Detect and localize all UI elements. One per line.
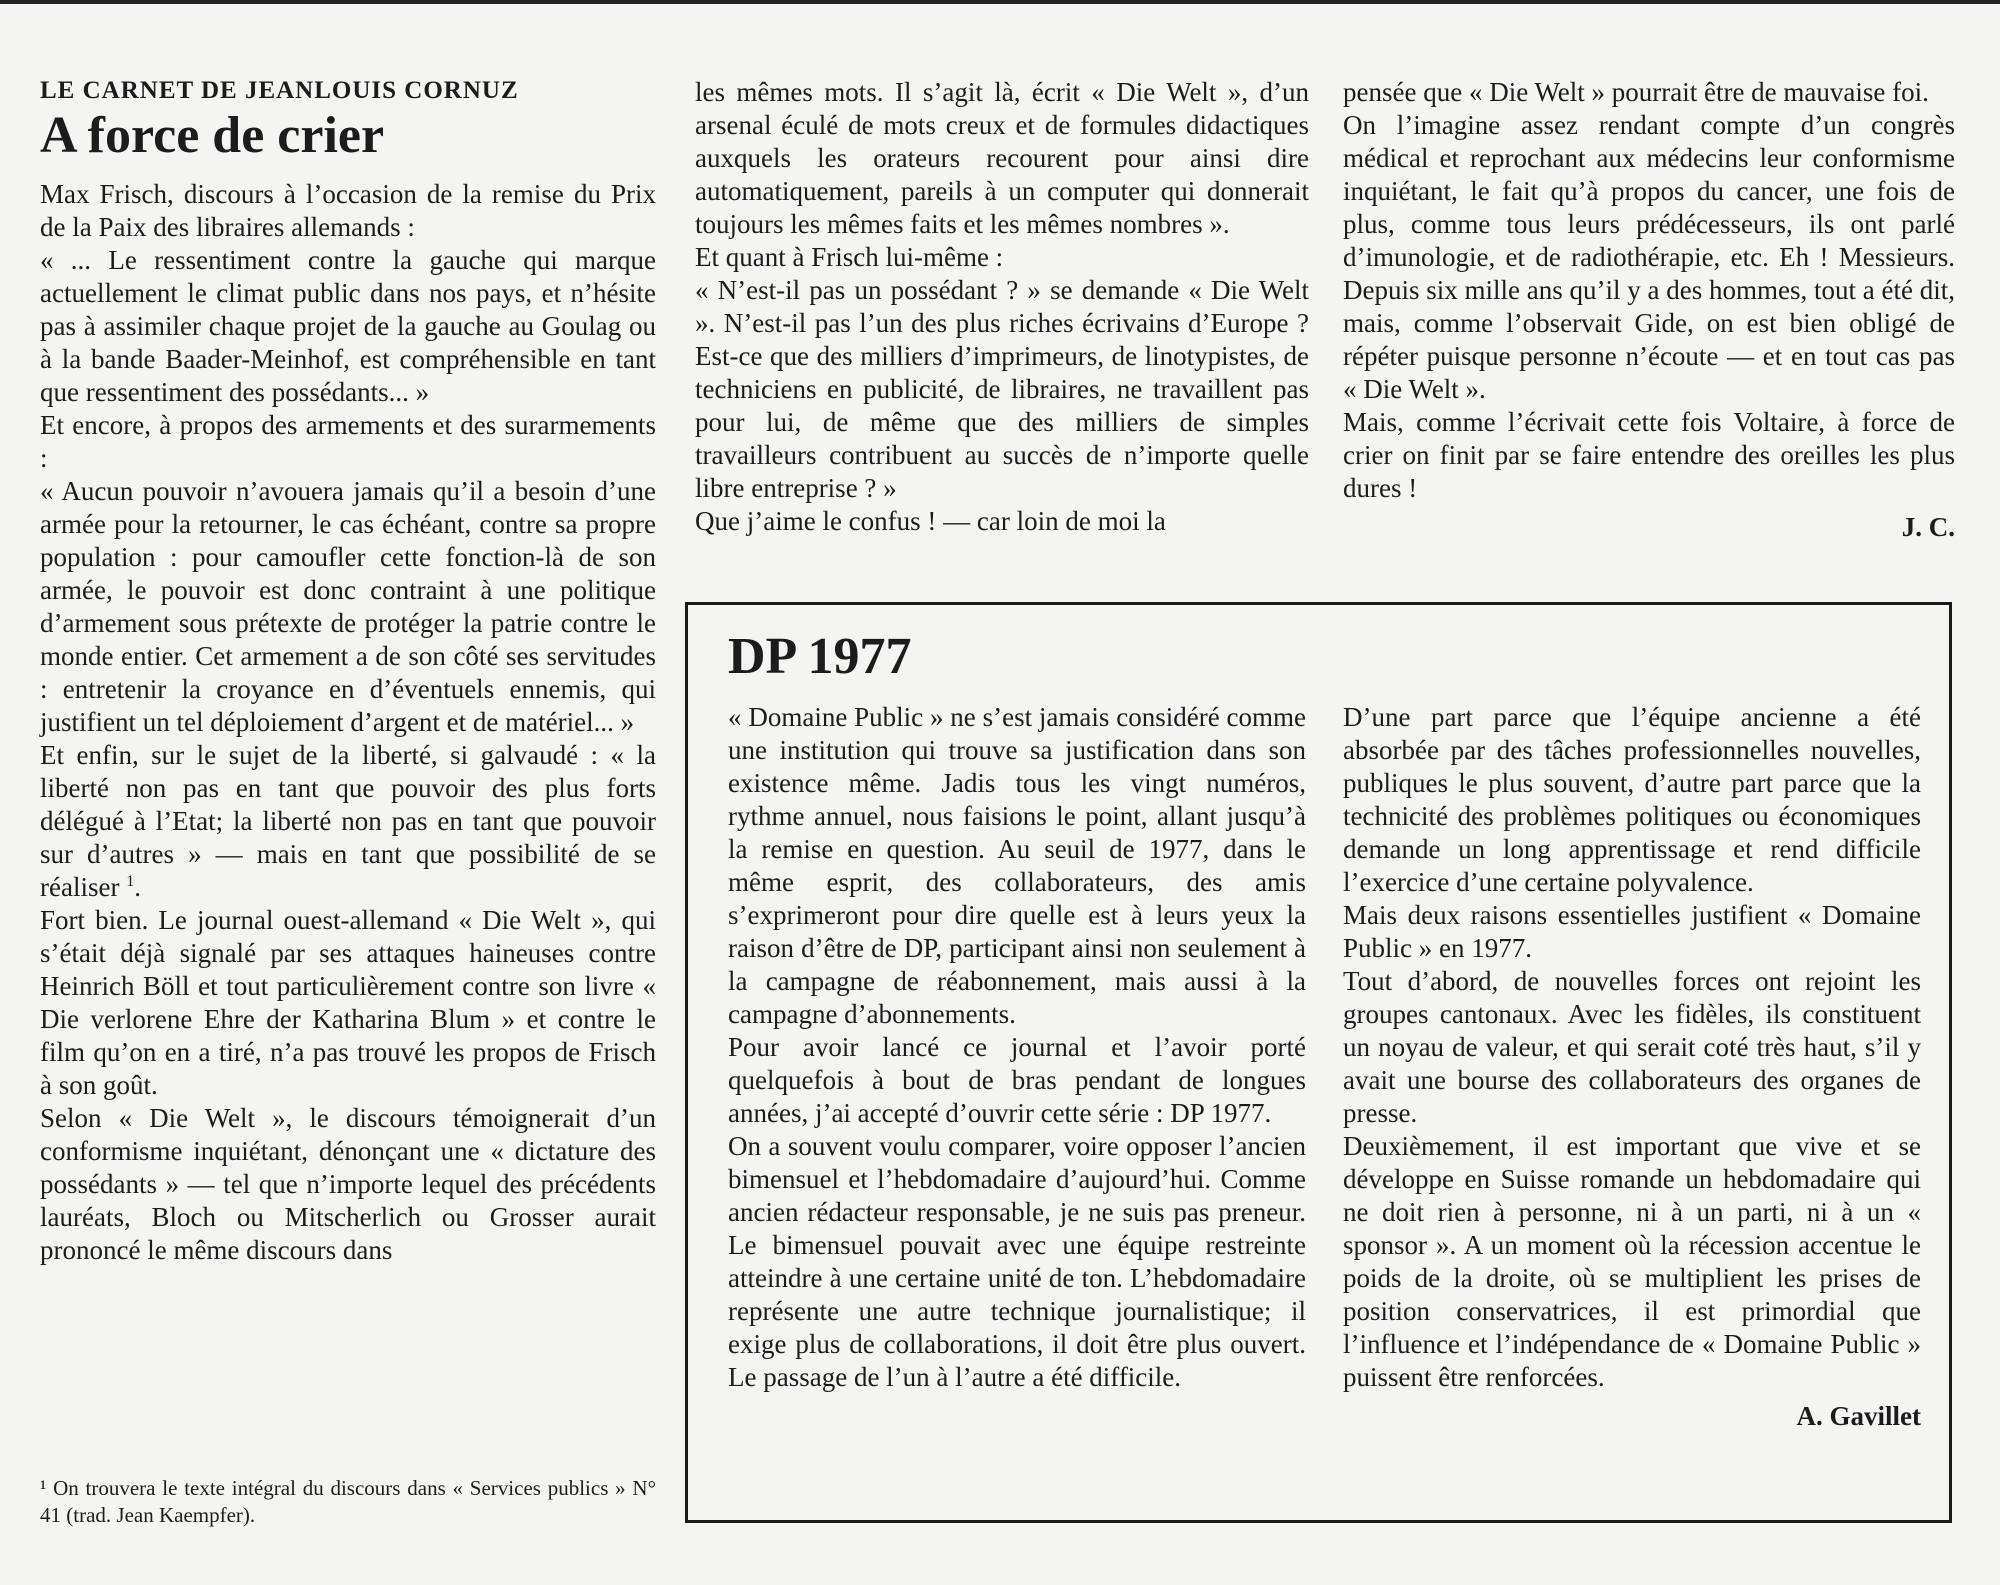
paragraph: « N’est-il pas un possédant ? » se demande « Die Welt ». N’est-il pas l’un des plus riches écrivains d’Europe ? Est-ce que des milliers d’imprimeurs, de linotypistes, de techniciens en publicité, de libraires, ne travaillent pas pour lui, de même que des milliers de simples travailleurs contribuent au succès de n’importe quelle libre entreprise ? » xyxy=(695,275,1309,503)
paragraph: Selon « Die Welt », le discours témoignerait d’un conformisme inquiétant, dénonçant une « dictature des possédants » — tel que n’importe lequel des précédents lauréats, Bloch ou Mitscherlich ou Grosser aurait prononcé le même discours dans xyxy=(40,1103,656,1265)
article1-column-3 xyxy=(1343,76,1955,544)
paragraph: On l’imagine assez rendant compte d’un congrès médical et reprochant aux médecins leur conformisme inquiétant, le fait qu’à propos du cancer, une fois de plus, comme tous leurs prédécesseurs, ils ont parlé d’imunologie, et de radiothérapie, etc. Eh ! Messieurs. Depuis six mille ans qu’il y a des hommes, tout a été dit, mais, comme l’observait Gide, on est bien obligé de répéter puisque personne n’écoute — et en tout cas pas « Die Welt ». xyxy=(1343,110,1955,404)
article1-column-1 xyxy=(40,76,656,1267)
paragraph: Mais, comme l’écrivait cette fois Voltaire, à force de crier on finit par se faire entendre des oreilles les plus dures ! xyxy=(1343,407,1955,503)
paragraph-with-footnote: Et enfin, sur le sujet de la liberté, si galvaudé : « la liberté non pas en tant que pouvoir des plus forts délégué à l’Etat; la liberté non pas en tant que pouvoir sur d’autres » — mais en tant que possibilité de se réaliser $^1$. xyxy=(40,740,656,902)
paragraph: Pour avoir lancé ce journal et l’avoir porté quelquefois à bout de bras pendant de longues années, j’ai accepté d’ouvrir cette série : DP 1977. xyxy=(728,1032,1306,1128)
paragraph: les mêmes mots. Il s’agit là, écrit « Die Welt », d’un arsenal éculé de mots creux et de formules didactiques auxquels les orateurs recourent pour ainsi dire automatiquement, pareils à un computer qui donnerait toujours les mêmes faits et les mêmes nombres ». xyxy=(695,77,1309,239)
paragraph: Que j’aime le confus ! — car loin de moi la xyxy=(695,506,1166,536)
box-column-1 xyxy=(728,701,1306,1394)
paragraph: Mais deux raisons essentielles justifient « Domaine Public » en 1977. xyxy=(1343,900,1921,963)
paragraph: Fort bien. Le journal ouest-allemand « Die Welt », qui s’était déjà signalé par ses attaques haineuses contre Heinrich Böll et tout particulièrement contre son livre « Die verlorene Ehre der Katharina Blum » et contre le film qu’on en a tiré, n’a pas trouvé les propos de Frisch à son goût. xyxy=(40,905,656,1100)
paragraph: Tout d’abord, de nouvelles forces ont rejoint les groupes cantonaux. Avec les fidèles, ils constituent un noyau de valeur, et qui serait coté très haut, s’il y avait une bourse des collaborateurs des organes de presse. xyxy=(1343,966,1921,1128)
author-signature: A. Gavillet xyxy=(1796,1401,1921,1431)
paragraph-text: Et enfin, sur le sujet de la liberté, si galvaudé : « la liberté non pas en tant que pouvoir des plus forts délégué à l’Etat; la liberté non pas en tant que pouvoir sur d’autres » — mais en tant que possibilité de se réaliser xyxy=(40,740,656,902)
paragraph: Et encore, à propos des armements et des surarmements : xyxy=(40,410,656,473)
paragraph: On a souvent voulu comparer, voire opposer l’ancien bimensuel et l’hebdomadaire d’aujourd’hui. Comme ancien rédacteur responsable, je ne suis pas preneur. Le bimensuel pouvait avec une équipe restreinte atteindre à une certaine unité de ton. L’hebdomadaire représente une autre technique journalistique; il exige plus de collaborations, il doit être plus ouvert. Le passage de l’un à l’autre a été difficile. xyxy=(728,1131,1306,1392)
article1-column-2 xyxy=(695,76,1309,538)
box-title: DP 1977 xyxy=(728,628,912,685)
footnote-marker: 1 xyxy=(126,873,135,890)
paragraph: Et quant à Frisch lui-même : xyxy=(695,242,1004,272)
author-signature: J. C. xyxy=(1901,512,1955,542)
footnote xyxy=(40,1475,656,1529)
paragraph: « Aucun pouvoir n’avouera jamais qu’il a besoin d’une armée pour la retourner, le cas échéant, contre sa propre population : pour camoufler cette fonction-là de son armée, le pouvoir est donc contraint à une politique d’armement sous prétexte de protéger la patrie contre le monde entier. Cet armement a de son côté ses servitudes : entretenir la croyance en d’éventuels ennemis, qui justifient un tel déploiement d’argent et de matériel... » xyxy=(40,476,656,737)
footnote-text: ¹ On trouvera le texte intégral du discours dans « Services publics » N° 41 (trad. Jean Kaempfer). xyxy=(40,1476,656,1527)
article-title: A force de crier xyxy=(40,107,385,164)
paragraph: Max Frisch, discours à l’occasion de la remise du Prix de la Paix des libraires allemands : xyxy=(40,179,656,242)
paragraph: « ... Le ressentiment contre la gauche qui marque actuellement le climat public dans nos pays, et n’hésite pas à assimiler chaque projet de la gauche au Goulag ou à la bande Baader-Meinhof, est compréhensible en tant que ressentiment des possédants... » xyxy=(40,245,656,407)
paragraph: Deuxièmement, il est important que vive et se développe en Suisse romande un hebdomadaire qui ne doit rien à personne, ni à un parti, ni à un « sponsor ». A un moment où la récession accentue le poids de la droite, où se multiplient les prises de position conservatrices, il est primordial que l’influence et l’indépendance de « Domaine Public » puissent être renforcées. xyxy=(1343,1131,1921,1392)
box-column-2 xyxy=(1343,701,1921,1433)
column-kicker: LE CARNET DE JEANLOUIS CORNUZ xyxy=(40,77,519,104)
paragraph: D’une part parce que l’équipe ancienne a été absorbée par des tâches professionnelles nouvelles, publiques le plus souvent, d’autre part parce que la technicité des problèmes politiques ou économiques demande un long apprentissage et rend difficile l’exercice d’une certaine polyvalence. xyxy=(1343,702,1921,897)
dp1977-box xyxy=(685,602,1952,1523)
paragraph: « Domaine Public » ne s’est jamais considéré comme une institution qui trouve sa justification dans son existence même. Jadis tous les vingt numéros, rythme annuel, nous faisions le point, allant jusqu’à la remise en question. Au seuil de 1977, dans le même esprit, des collaborateurs, des amis s’exprimeront pour dire quelle est à leurs yeux la raison d’être de DP, participant ainsi non seulement à la campagne de réabonnement, mais aussi à la campagne d’abonnements. xyxy=(728,702,1306,1029)
paragraph: pensée que « Die Welt » pourrait être de mauvaise foi. xyxy=(1343,77,1929,107)
top-rule xyxy=(0,0,2000,4)
